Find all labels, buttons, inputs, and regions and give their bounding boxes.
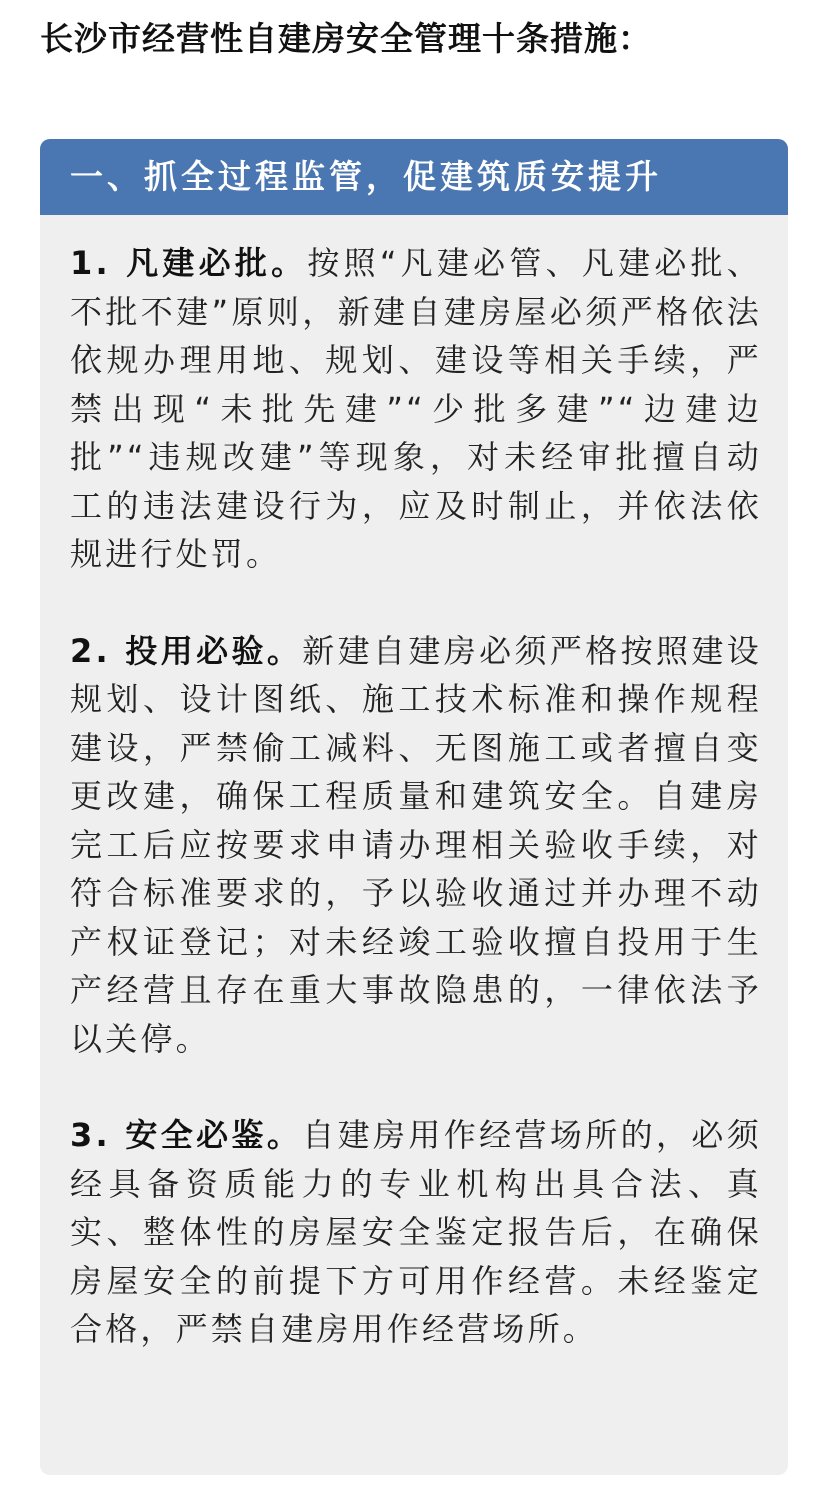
- measure-title: 2. 投用必验。: [70, 631, 303, 670]
- measure-title: 1. 凡建必批。: [70, 244, 308, 282]
- section-heading: 一、抓全过程监管，促建筑质安提升: [40, 139, 788, 215]
- page-title: 长沙市经营性自建房安全管理十条措施：: [40, 19, 652, 58]
- measure-title: 3. 安全必鉴。: [70, 1116, 303, 1154]
- measure-text: 自建房用作经营场所的，必须经具备资质能力的专业机构出具合法、真实、整体性的房屋安全鉴定报告后，在确保房屋安全的前提下方可用作经营。未经鉴定合格，严禁自建房用作经营场所。: [70, 1116, 762, 1348]
- measure-item-3: [70, 1111, 762, 1354]
- measure-text: 新建自建房必须严格按照建设规划、设计图纸、施工技术标准和操作规程建设，严禁偷工减料、无图施工或者擅自变更改建，确保工程质量和建筑安全。自建房完工后应按要求申请办理相关验收手续，对符合标准要求的，予以验收通过并办理不动产权证登记；对未经竣工验收擅自投用于生产经营且存在重大事故隐患的，一律依法予以关停。: [70, 631, 762, 1058]
- measure-item-1: [70, 239, 762, 579]
- measure-text: 按照“凡建必管、凡建必批、不批不建”原则，新建自建房屋必须严格依法依规办理用地、规划、建设等相关手续，严禁出现“未批先建”“少批多建”“边建边批”“违规改建”等现象，对未经审批擅自动工的违法建设行为，应及时制止，并依法依规进行处罚。: [70, 244, 762, 573]
- section-body: [40, 215, 788, 1354]
- measures-card: [40, 139, 788, 1475]
- measure-item-2: [70, 627, 762, 1064]
